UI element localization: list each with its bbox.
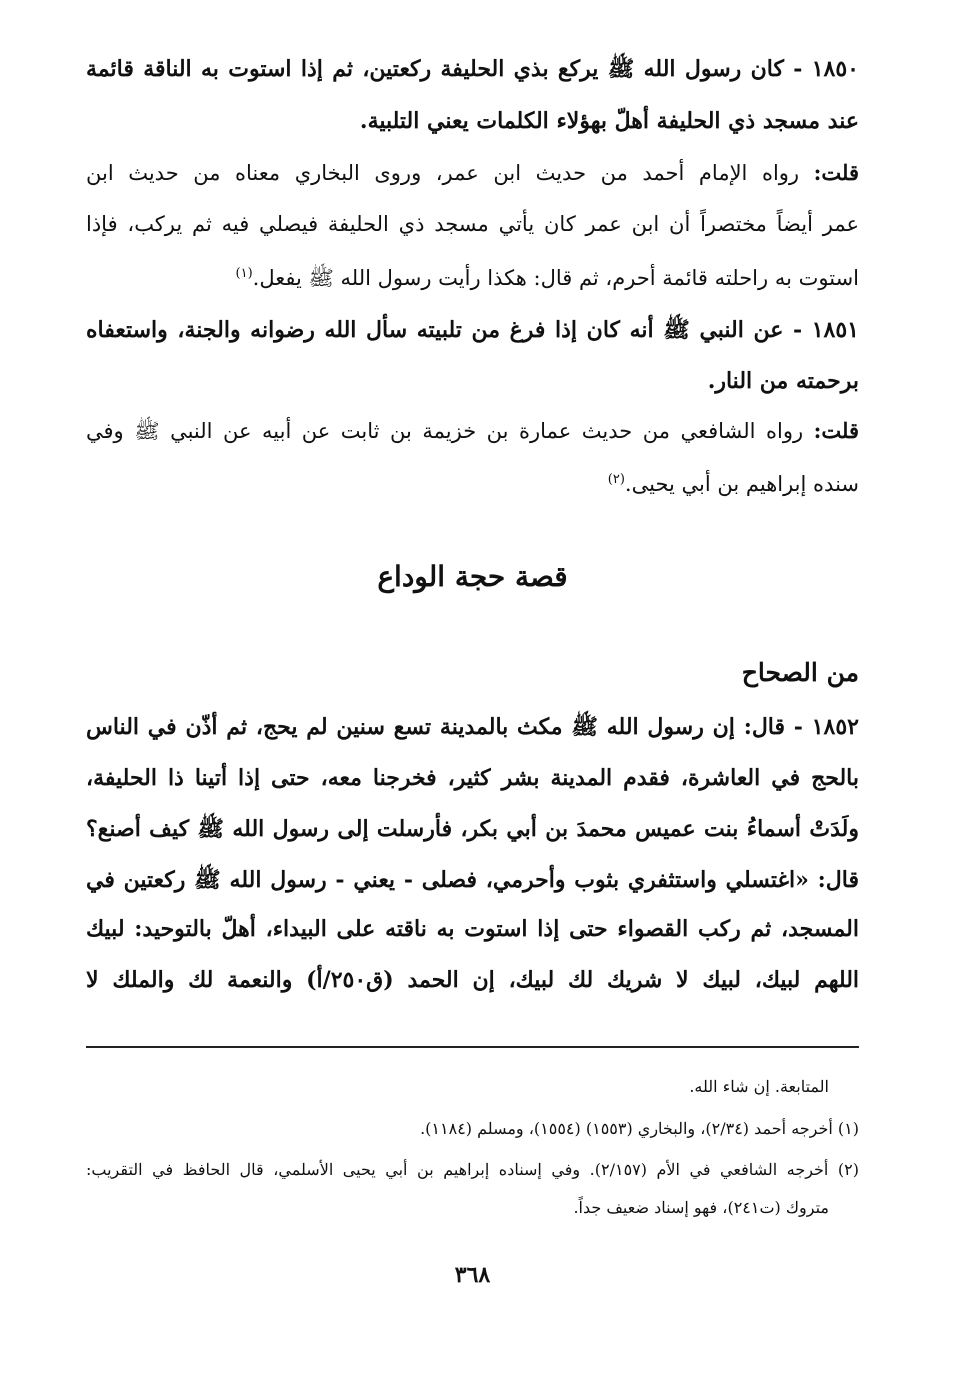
footnote-ref-1: (١) <box>235 266 253 281</box>
hadith-1852-line-5: المسجد، ثم ركب القصواء حتى إذا استوت به ناقته على البيداء، أهلّ بالتوحيد: لبيك <box>86 916 859 942</box>
footnote-2-line-2: متروك (ت٢٤١)، فهو إسناد ضعيف جداً. <box>573 1198 829 1217</box>
comment-1850-line-1 <box>86 160 859 185</box>
comment-1850-line-2: عمر أيضاً مختصراً أن ابن عمر كان يأتي مسجد ذي الحليفة فيصلي فيه ثم يركب، فإذا <box>86 212 859 236</box>
hadith-1852-line-2: بالحج في العاشرة، فقدم المدينة بشر كثير، فخرجنا معه، حتى إذا أتينا ذا الحليفة، <box>86 765 859 791</box>
hadith-1852-line-3: ولَدَتْ أسماءُ بنت عميس محمدَ بن أبي بكر، فأرسلت إلى رسول الله ﷺ كيف أصنع؟ <box>86 816 859 842</box>
hadith-1850-line-2: عند مسجد ذي الحليفة أهلّ بهؤلاء الكلمات يعني التلبية. <box>359 108 859 134</box>
hadith-1852-line-6: اللهم لبيك، لبيك لا شريك لك لبيك، إن الحمد (ق٢٥٠/أ) والنعمة لك والملك لا <box>86 967 860 993</box>
comment-text: رواه الشافعي من حديث عمارة بن خزيمة بن ثابت عن أبيه عن النبي ﷺ وفي <box>86 419 814 443</box>
comment-1851-line-1 <box>86 418 859 449</box>
comment-lead: قلت: <box>813 160 859 185</box>
comment-text: رواه الإمام أحمد من حديث ابن عمر، وروى البخاري معناه من حديث ابن <box>86 161 814 185</box>
comment-lead: قلت: <box>813 418 859 443</box>
footnote-1: (١) أخرجه أحمد (٢/٣٤)، والبخاري (١٥٥٣) (١٥٥٤)، ومسلم (١١٨٤). <box>420 1119 859 1138</box>
footnote-ref-2: (٢) <box>607 472 625 487</box>
book-page <box>86 0 859 1378</box>
hadith-1852-line-1: ١٨٥٢ - قال: إن رسول الله ﷺ مكث بالمدينة تسع سنين لم يحج، ثم أذّن في الناس <box>86 714 859 740</box>
comment-1850-line-3 <box>86 265 859 296</box>
comment-text: سنده إبراهيم بن أبي يحيى. <box>624 472 859 496</box>
hadith-1850-line-1: ١٨٥٠ - كان رسول الله ﷺ يركع بذي الحليفة ركعتين، ثم إذا استوت به الناقة قائمة <box>86 56 859 82</box>
hadith-1852-line-4: قال: «اغتسلي واستثفري بثوب وأحرمي، فصلى - يعني - رسول الله ﷺ ركعتين في <box>86 867 859 893</box>
footnote-divider <box>86 1046 859 1048</box>
footnote-2-line-1: (٢) أخرجه الشافعي في الأم (٢/١٥٧). وفي إسناده إبراهيم بن أبي يحيى الأسلمي، قال الحافظ في التقريب: <box>86 1160 859 1179</box>
footnote-continuation: المتابعة. إن شاء الله. <box>689 1077 829 1096</box>
section-title: قصة حجة الوداع <box>377 560 568 593</box>
comment-1851-line-2 <box>86 472 859 496</box>
comment-text: استوت به راحلته قائمة أحرم، ثم قال: هكذا رأيت رسول الله ﷺ يفعل. <box>252 266 859 290</box>
hadith-1851-line-1: ١٨٥١ - عن النبي ﷺ أنه كان إذا فرغ من تلبيته سأل الله رضوانه والجنة، واستعفاه <box>86 317 859 343</box>
hadith-1851-line-2: برحمته من النار. <box>707 368 859 394</box>
subsection-title: من الصحاح <box>741 658 859 687</box>
page-number: ٣٦٨ <box>454 1262 491 1288</box>
